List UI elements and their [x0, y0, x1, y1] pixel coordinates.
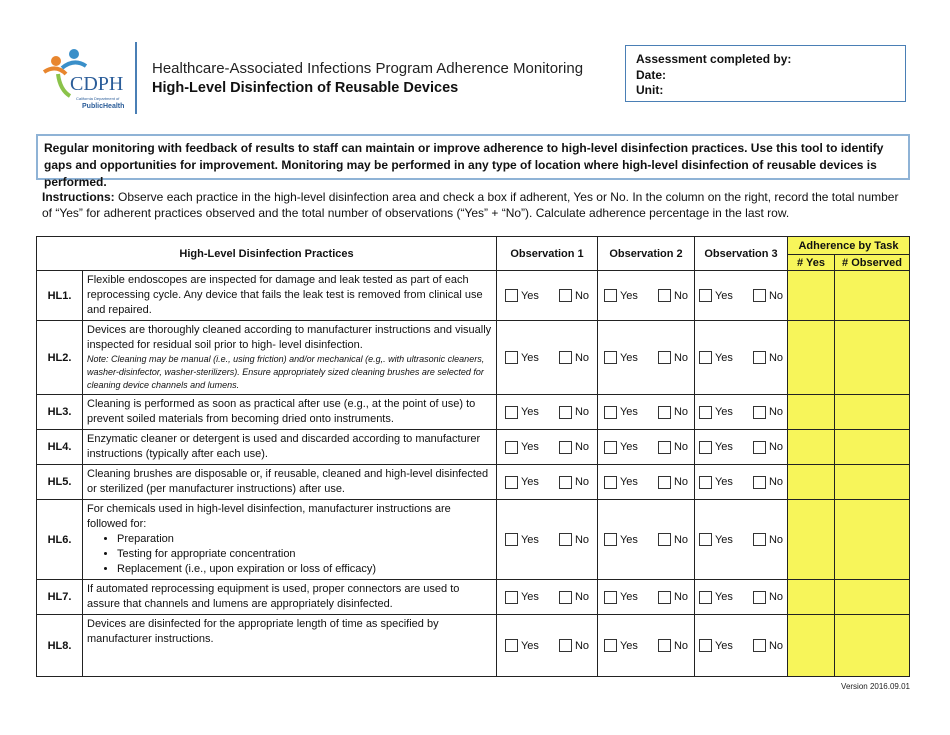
- observed-count-cell[interactable]: [835, 500, 910, 580]
- obs1-yes-checkbox[interactable]: [505, 639, 539, 652]
- checkbox-label: No: [673, 639, 688, 652]
- obs1-no-checkbox[interactable]: [559, 476, 589, 489]
- checkbox-square[interactable]: [753, 591, 766, 604]
- obs3-yes-checkbox[interactable]: [699, 289, 733, 302]
- instructions: [42, 189, 910, 221]
- observation-3-cell: [695, 271, 788, 321]
- obs2-yes-checkbox[interactable]: [604, 476, 638, 489]
- checkbox-label: No: [768, 533, 783, 546]
- checkbox-square[interactable]: [559, 533, 572, 546]
- checkbox-label: No: [574, 639, 589, 652]
- checkbox-square[interactable]: [604, 406, 617, 419]
- practice-description: [83, 580, 497, 615]
- practice-code: HL3.: [37, 395, 83, 430]
- obs3-no-checkbox[interactable]: [753, 441, 783, 454]
- obs2-no-checkbox[interactable]: [658, 533, 688, 546]
- bullet-item: • Replacement (i.e., upon expiration or loss of efficacy): [117, 562, 492, 577]
- checkbox-square[interactable]: [753, 476, 766, 489]
- observation-2-cell: [598, 321, 695, 395]
- observation-2-cell: [598, 430, 695, 465]
- table-row: [37, 465, 910, 500]
- obs1-no-checkbox[interactable]: [559, 441, 589, 454]
- checkbox-square[interactable]: [604, 533, 617, 546]
- observed-count-cell[interactable]: [835, 615, 910, 677]
- obs3-no-checkbox[interactable]: [753, 406, 783, 419]
- yes-count-cell[interactable]: [788, 271, 835, 321]
- observed-count-header: # Observed: [835, 255, 910, 271]
- practice-text: If automated reprocessing equipment is used, proper connectors are used to assure that channels and lumens are appropriately disinfected.: [87, 583, 460, 610]
- obs2-yes-checkbox[interactable]: [604, 591, 638, 604]
- yes-count-cell[interactable]: [788, 430, 835, 465]
- checkbox-label: No: [574, 406, 589, 418]
- observation-1-cell: [497, 321, 598, 395]
- table-row: [37, 580, 910, 615]
- obs1-yes-checkbox[interactable]: [505, 476, 539, 489]
- obs2-yes-checkbox[interactable]: [604, 289, 638, 302]
- observation-2-header: Observation 2: [598, 237, 695, 271]
- checkbox-square[interactable]: [658, 351, 671, 364]
- obs1-no-checkbox[interactable]: [559, 406, 589, 419]
- checkbox-label: Yes: [714, 476, 733, 488]
- obs3-no-checkbox[interactable]: [753, 639, 783, 652]
- obs3-no-checkbox[interactable]: [753, 351, 783, 364]
- obs2-no-checkbox[interactable]: [658, 406, 688, 419]
- obs2-yes-checkbox[interactable]: [604, 441, 638, 454]
- yes-count-cell[interactable]: [788, 500, 835, 580]
- observation-3-cell: [695, 430, 788, 465]
- practice-text: Enzymatic cleaner or detergent is used and discarded according to manufacturer instructions (typically after each use).: [87, 433, 481, 460]
- observed-count-cell[interactable]: [835, 321, 910, 395]
- observation-2-cell: [598, 395, 695, 430]
- obs2-no-checkbox[interactable]: [658, 591, 688, 604]
- checkbox-square[interactable]: [505, 289, 518, 302]
- checkbox-label: Yes: [619, 406, 638, 418]
- checkbox-square[interactable]: [559, 406, 572, 419]
- checkbox-square[interactable]: [699, 476, 712, 489]
- yes-count-cell[interactable]: [788, 395, 835, 430]
- yes-count-cell[interactable]: [788, 321, 835, 395]
- obs1-no-checkbox[interactable]: [559, 591, 589, 604]
- assessment-unit-field[interactable]: Unit:: [636, 83, 664, 97]
- obs2-no-checkbox[interactable]: [658, 639, 688, 652]
- checkbox-label: No: [768, 289, 783, 302]
- checkbox-square[interactable]: [559, 476, 572, 489]
- checkbox-square[interactable]: [658, 476, 671, 489]
- checkbox-square[interactable]: [604, 351, 617, 364]
- checkbox-label: No: [673, 591, 688, 603]
- observed-count-cell[interactable]: [835, 465, 910, 500]
- practices-header: High-Level Disinfection Practices: [37, 237, 497, 271]
- checkbox-square[interactable]: [505, 639, 518, 652]
- adherence-table: [36, 236, 910, 677]
- obs3-no-checkbox[interactable]: [753, 591, 783, 604]
- obs3-yes-checkbox[interactable]: [699, 533, 733, 546]
- obs2-no-checkbox[interactable]: [658, 476, 688, 489]
- practice-bullets: [87, 532, 492, 577]
- obs1-no-checkbox[interactable]: [559, 351, 589, 364]
- practice-description: [83, 465, 497, 500]
- obs3-yes-checkbox[interactable]: [699, 639, 733, 652]
- checkbox-label: Yes: [714, 533, 733, 546]
- assessment-box: [625, 45, 906, 102]
- obs1-yes-checkbox[interactable]: [505, 351, 539, 364]
- obs2-no-checkbox[interactable]: [658, 351, 688, 364]
- checkbox-square[interactable]: [559, 639, 572, 652]
- checkbox-square[interactable]: [604, 591, 617, 604]
- observation-3-cell: [695, 615, 788, 677]
- checkbox-label: Yes: [520, 406, 539, 418]
- practice-description: [83, 430, 497, 465]
- checkbox-square[interactable]: [505, 476, 518, 489]
- table-row: [37, 321, 910, 395]
- checkbox-label: Yes: [520, 639, 539, 652]
- observation-2-cell: [598, 615, 695, 677]
- observation-3-cell: [695, 465, 788, 500]
- practice-text: Devices are thoroughly cleaned according to manufacturer instructions and visually inspected for residual soil prior to high- level disinfection.: [87, 324, 492, 351]
- obs3-yes-checkbox[interactable]: [699, 476, 733, 489]
- practice-description: [83, 271, 497, 321]
- checkbox-label: Yes: [714, 591, 733, 603]
- practice-code: HL2.: [37, 321, 83, 395]
- obs1-no-checkbox[interactable]: [559, 639, 589, 652]
- checkbox-square[interactable]: [753, 406, 766, 419]
- checkbox-label: Yes: [520, 441, 539, 453]
- checkbox-square[interactable]: [604, 289, 617, 302]
- obs2-no-checkbox[interactable]: [658, 441, 688, 454]
- obs3-yes-checkbox[interactable]: [699, 441, 733, 454]
- obs1-yes-checkbox[interactable]: [505, 591, 539, 604]
- obs3-yes-checkbox[interactable]: [699, 406, 733, 419]
- bullet-item: • Testing for appropriate concentration: [117, 547, 492, 562]
- observation-2-cell: [598, 465, 695, 500]
- checkbox-label: No: [574, 351, 589, 364]
- checkbox-label: Yes: [520, 591, 539, 603]
- checkbox-label: Yes: [619, 476, 638, 488]
- obs2-yes-checkbox[interactable]: [604, 533, 638, 546]
- table-row: [37, 395, 910, 430]
- checkbox-label: No: [574, 289, 589, 302]
- checkbox-square[interactable]: [604, 476, 617, 489]
- checkbox-square[interactable]: [505, 351, 518, 364]
- observation-3-cell: [695, 321, 788, 395]
- checkbox-square[interactable]: [699, 591, 712, 604]
- table-row: [37, 500, 910, 580]
- page-title: Healthcare-Associated Infections Program Adherence Monitoring: [152, 60, 584, 77]
- checkbox-square[interactable]: [699, 289, 712, 302]
- checkbox-label: No: [768, 406, 783, 418]
- checkbox-label: No: [574, 533, 589, 546]
- title-block: [152, 60, 583, 98]
- observation-1-cell: [497, 271, 598, 321]
- observation-1-cell: [497, 500, 598, 580]
- checkbox-square[interactable]: [658, 591, 671, 604]
- checkbox-square[interactable]: [505, 533, 518, 546]
- checkbox-label: No: [768, 441, 783, 453]
- obs2-yes-checkbox[interactable]: [604, 351, 638, 364]
- checkbox-square[interactable]: [658, 289, 671, 302]
- practice-text: Cleaning is performed as soon as practical after use (e.g., at the point of use) to prevent soiled materials from becoming dried onto instruments.: [87, 398, 476, 425]
- checkbox-square[interactable]: [604, 441, 617, 454]
- assessment-date-field[interactable]: Date:: [636, 67, 667, 82]
- checkbox-square[interactable]: [753, 533, 766, 546]
- practice-text: For chemicals used in high-level disinfection, manufacturer instructions are followed for:: [87, 503, 451, 530]
- checkbox-square[interactable]: [505, 591, 518, 604]
- checkbox-label: No: [673, 533, 688, 546]
- checkbox-label: No: [673, 289, 688, 302]
- observed-count-cell[interactable]: [835, 395, 910, 430]
- obs1-yes-checkbox[interactable]: [505, 533, 539, 546]
- checkbox-label: Yes: [714, 441, 733, 453]
- yes-count-cell[interactable]: [788, 465, 835, 500]
- svg-text:California Department of: California Department of: [76, 96, 120, 101]
- practice-code: HL8.: [37, 615, 83, 677]
- observation-2-cell: [598, 271, 695, 321]
- checkbox-label: Yes: [619, 351, 638, 364]
- checkbox-square[interactable]: [753, 351, 766, 364]
- practice-description: [83, 615, 497, 677]
- yes-count-header: # Yes: [788, 255, 835, 271]
- obs1-yes-checkbox[interactable]: [505, 406, 539, 419]
- checkbox-square[interactable]: [505, 441, 518, 454]
- checkbox-square[interactable]: [658, 406, 671, 419]
- checkbox-square[interactable]: [658, 441, 671, 454]
- checkbox-label: Yes: [520, 289, 539, 302]
- checkbox-square[interactable]: [658, 639, 671, 652]
- practice-note: Note: Cleaning may be manual (i.e., using friction) and/or mechanical (e.g,. with ultrasonic cleaners, washer-disinfector, washer-sterilizers). Ensure appropriately sized cleaning brushes are selected for cleaning device channels and lumens.: [87, 354, 485, 390]
- observation-3-cell: [695, 580, 788, 615]
- obs3-no-checkbox[interactable]: [753, 533, 783, 546]
- practice-description: [83, 395, 497, 430]
- observation-1-cell: [497, 580, 598, 615]
- obs3-yes-checkbox[interactable]: [699, 351, 733, 364]
- practice-description: [83, 500, 497, 580]
- checkbox-label: Yes: [714, 351, 733, 364]
- checkbox-label: Yes: [714, 289, 733, 302]
- checkbox-square[interactable]: [559, 441, 572, 454]
- practice-text: Flexible endoscopes are inspected for damage and leak tested as part of each reprocessing cycle. Any device that fails the leak test is removed from clinical use and repaired.: [87, 274, 483, 316]
- checkbox-label: No: [768, 351, 783, 364]
- svg-text:PublicHealth: PublicHealth: [82, 103, 125, 110]
- checkbox-label: Yes: [520, 533, 539, 546]
- checkbox-label: No: [574, 476, 589, 488]
- checkbox-label: Yes: [619, 441, 638, 453]
- observation-2-cell: [598, 580, 695, 615]
- observation-3-cell: [695, 500, 788, 580]
- cdph-logo: [40, 44, 126, 114]
- obs1-no-checkbox[interactable]: [559, 289, 589, 302]
- assessment-completed-by-field[interactable]: Assessment completed by:: [636, 52, 792, 66]
- practice-text: Cleaning brushes are disposable or, if reusable, cleaned and high-level disinfected or sterilized (per manufacturer instructions) after use.: [87, 468, 489, 495]
- checkbox-label: Yes: [714, 639, 733, 652]
- checkbox-label: Yes: [520, 351, 539, 364]
- bullet-item: • Preparation: [117, 532, 492, 547]
- checkbox-label: No: [574, 591, 589, 603]
- observation-1-header: Observation 1: [497, 237, 598, 271]
- checkbox-label: No: [574, 441, 589, 453]
- obs3-yes-checkbox[interactable]: [699, 591, 733, 604]
- checkbox-square[interactable]: [559, 351, 572, 364]
- obs3-no-checkbox[interactable]: [753, 289, 783, 302]
- observation-2-cell: [598, 500, 695, 580]
- practice-code: HL4.: [37, 430, 83, 465]
- checkbox-label: Yes: [619, 591, 638, 603]
- checkbox-square[interactable]: [753, 441, 766, 454]
- table-row: [37, 615, 910, 677]
- checkbox-square[interactable]: [604, 639, 617, 652]
- practice-code: HL6.: [37, 500, 83, 580]
- observation-1-cell: [497, 615, 598, 677]
- checkbox-label: No: [768, 476, 783, 488]
- practice-text: Devices are disinfected for the appropriate length of time as specified by manufacturer instructions.: [87, 618, 439, 645]
- practice-code: HL5.: [37, 465, 83, 500]
- obs2-no-checkbox[interactable]: [658, 289, 688, 302]
- obs1-yes-checkbox[interactable]: [505, 441, 539, 454]
- checkbox-label: No: [768, 591, 783, 603]
- obs2-yes-checkbox[interactable]: [604, 639, 638, 652]
- checkbox-square[interactable]: [505, 406, 518, 419]
- practice-code: HL7.: [37, 580, 83, 615]
- checkbox-square[interactable]: [699, 406, 712, 419]
- checkbox-label: No: [673, 406, 688, 418]
- checkbox-label: Yes: [520, 476, 539, 488]
- svg-text:CDPH: CDPH: [70, 73, 124, 95]
- checkbox-square[interactable]: [699, 351, 712, 364]
- checkbox-label: Yes: [619, 289, 638, 302]
- header-divider: [135, 42, 137, 114]
- checkbox-label: No: [768, 639, 783, 652]
- observation-1-cell: [497, 465, 598, 500]
- checkbox-square[interactable]: [559, 289, 572, 302]
- instructions-label: Instructions:: [42, 190, 115, 204]
- checkbox-label: Yes: [619, 533, 638, 546]
- yes-count-cell[interactable]: [788, 580, 835, 615]
- checkbox-square[interactable]: [753, 639, 766, 652]
- checkbox-label: Yes: [619, 639, 638, 652]
- observation-3-header: Observation 3: [695, 237, 788, 271]
- checkbox-label: No: [673, 441, 688, 453]
- checkbox-square[interactable]: [699, 639, 712, 652]
- instructions-text: Observe each practice in the high-level disinfection area and check a box if adherent, Yes or No. In the column on the right, record the total number of “Yes” for adherent practices observed and the total number of observations (“Yes” + “No”). Calculate adherence percentage in the last row.: [42, 190, 899, 220]
- yes-count-cell[interactable]: [788, 615, 835, 677]
- checkbox-label: No: [673, 476, 688, 488]
- checkbox-square[interactable]: [753, 289, 766, 302]
- practice-description: [83, 321, 497, 395]
- checkbox-square[interactable]: [559, 591, 572, 604]
- obs3-no-checkbox[interactable]: [753, 476, 783, 489]
- observed-count-cell[interactable]: [835, 271, 910, 321]
- table-row: [37, 271, 910, 321]
- checkbox-square[interactable]: [658, 533, 671, 546]
- obs1-no-checkbox[interactable]: [559, 533, 589, 546]
- checkbox-square[interactable]: [699, 441, 712, 454]
- observed-count-cell[interactable]: [835, 430, 910, 465]
- obs2-yes-checkbox[interactable]: [604, 406, 638, 419]
- checkbox-label: No: [673, 351, 688, 364]
- observation-3-cell: [695, 395, 788, 430]
- adherence-header: Adherence by Task: [788, 237, 910, 255]
- observation-1-cell: [497, 430, 598, 465]
- practice-code: HL1.: [37, 271, 83, 321]
- page-subtitle: High-Level Disinfection of Reusable Devices: [152, 80, 459, 96]
- observation-1-cell: [497, 395, 598, 430]
- observed-count-cell[interactable]: [835, 580, 910, 615]
- checkbox-label: Yes: [714, 406, 733, 418]
- version-label: Version 2016.09.01: [841, 682, 910, 691]
- obs1-yes-checkbox[interactable]: [505, 289, 539, 302]
- table-row: [37, 430, 910, 465]
- checkbox-square[interactable]: [699, 533, 712, 546]
- info-box: Regular monitoring with feedback of results to staff can maintain or improve adherence to high-level disinfection practices. Use this tool to identify gaps and opportunities for improvement. Monitoring may be performed in any type of location where high-level disinfection of reusable devices is performed.: [36, 134, 910, 180]
